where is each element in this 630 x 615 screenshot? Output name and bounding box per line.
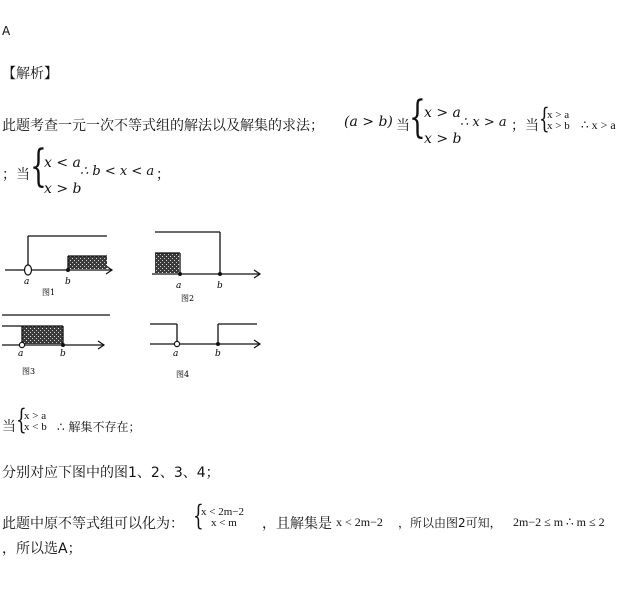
when-label-3: ；当 [2,167,30,183]
final-inequality: 2m−2 ≤ m ∴ m ≤ 2 [513,515,605,529]
fig2-label-a: a [176,281,182,291]
fig4-point-a [174,341,179,346]
figure-2 [152,232,260,303]
result-2: ∴ x > a [581,118,616,132]
figure-1 [5,236,112,297]
fig2-a-shade [155,253,179,273]
system-4-row-1: x > a [24,410,47,422]
when-label-1: 当 [396,118,410,134]
fig1-caption: 图1 [42,288,56,297]
system-brace-1: { [409,92,426,143]
fig2-caption: 图2 [181,294,195,303]
fig4-caption: 图4 [176,370,190,379]
system-2-row-2: x > b [547,120,570,132]
fig2-point-b [218,272,222,276]
system-2-row-1: x > a [547,109,570,121]
fig3-label-b: b [60,349,66,359]
result-4: ∴ 解集不存在； [57,420,141,434]
analysis-heading: 【解析】 [2,66,58,82]
by-figure-2-text: ，所以由图2可知， [398,516,502,530]
system-5-row-2: x < m [211,517,237,529]
when-label-2: ；当 [511,118,539,134]
system-1 [424,100,462,152]
fig1-point-b [66,268,70,272]
system-4 [24,411,47,433]
figure-3 [2,315,110,376]
solution-set-label: ，且解集是 [262,516,332,532]
system-1-row-1: x > a [424,105,461,121]
system-3 [44,150,82,202]
fig1-label-b: b [65,277,71,287]
system-brace-3: { [30,141,47,192]
when-label-4: 当 [2,419,16,435]
fig2-point-a [178,272,182,276]
system-3-row-1: x < a [44,155,81,171]
fig3-point-b [61,343,65,347]
system-5 [201,507,244,529]
fig1-label-a: a [24,277,30,287]
system-5-row-1: x < 2m−2 [201,506,244,518]
fig3-shade [22,326,63,344]
system-3-row-2: x > b [44,181,82,197]
line2-suffix: ； [156,167,170,183]
fig3-label-a: a [18,349,24,359]
system-1-row-2: x > b [424,131,462,147]
fig2-label-b: b [217,281,223,291]
fig3-caption: 图3 [22,367,36,376]
answer-label: A [2,24,11,38]
result-1: ∴ x > a [460,115,507,130]
system-brace-4: { [16,403,27,436]
mapping-text: 分别对应下图中的图1、2、3、4； [2,465,220,481]
fig1-b-shade [68,256,107,269]
fig3-point-a [19,342,24,347]
fig4-label-a: a [173,349,179,359]
fig4-point-b [216,342,220,346]
system-brace-2: { [539,102,550,135]
transform-intro: 此题中原不等式组可以化为： [2,516,184,532]
number-line-figures [0,222,630,422]
figure-4 [150,324,260,379]
fig4-label-b: b [215,349,221,359]
result-3: ∴ b < x < a [80,164,155,179]
solution-set-value: x < 2m−2 [336,515,383,529]
system-4-row-2: x < b [24,421,47,433]
condition-a-gt-b: (a > b) [344,114,393,130]
system-brace-5: { [193,499,204,532]
fig1-point-a [25,265,32,275]
intro-text: 此题考查一元一次不等式组的解法以及解集的求法； [2,118,324,134]
conclusion-text: ，所以选A； [2,541,82,557]
system-2 [547,110,570,132]
